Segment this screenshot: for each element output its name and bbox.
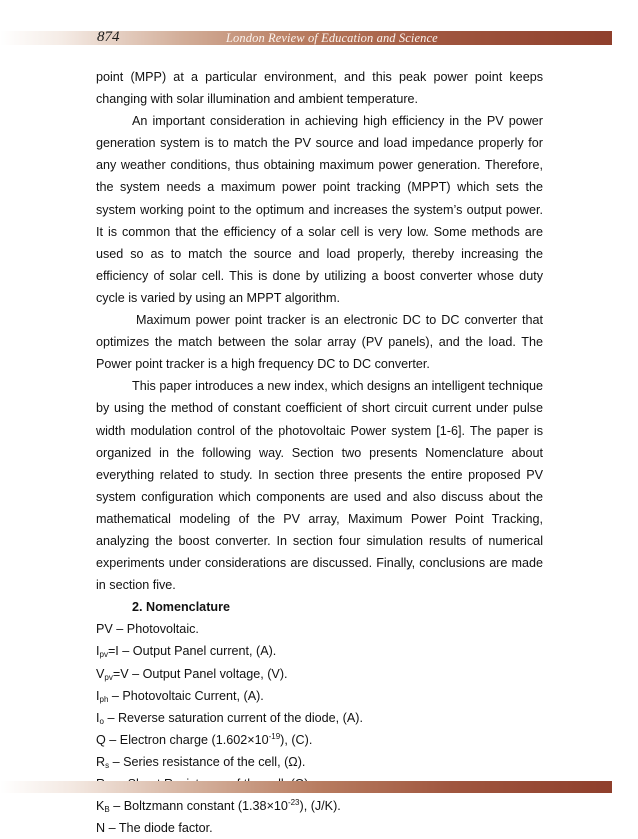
symbol: V — [96, 666, 105, 681]
nomenclature-item-vpv — [96, 663, 543, 685]
superscript: -19 — [268, 731, 281, 741]
paragraph-4: This paper introduces a new index, which designs an intelligent technique by using the method of constant coefficient of short circuit current under pulse width modulation control of the photovoltaic Power system [1-6]. The paper is organized in the following way. Section two presents Nomenclature about everything related to study. In section three presents the entire proposed PV system configuration which components are used and also discuss about the mathematical modeling of the PV array, Maximum Power Point Tracking, analyzing the boost converter. In section four simulation results of numerical experiments under considerations are discussed. Finally, conclusions are made in section five. — [96, 379, 543, 593]
nomenclature-text: =I – Output Panel current, (A). — [107, 644, 277, 659]
nomenclature-text: – Series resistance of the cell, (Ω). — [109, 754, 306, 769]
paragraph-1: point (MPP) at a particular environment, and this peak power point keeps changing with solar illumination and ambient temperature. — [96, 70, 543, 107]
subscript: ph — [99, 694, 109, 704]
nomenclature-list — [96, 618, 543, 839]
nomenclature-text: – Photovoltaic Current, (A). — [108, 688, 264, 703]
nomenclature-text: =V – Output Panel voltage, (V). — [112, 666, 288, 681]
subscript: o — [99, 716, 104, 726]
nomenclature-item-iph — [96, 685, 543, 707]
nomenclature-text-tail: ), (J/K). — [299, 799, 341, 814]
nomenclature-item-rs — [96, 751, 543, 773]
nomenclature-item-q — [96, 729, 543, 751]
section-heading: 2. Nomenclature — [132, 600, 230, 615]
nomenclature-item-io — [96, 707, 543, 729]
footer-bar — [0, 781, 612, 793]
subscript: pv — [104, 672, 113, 682]
page-content — [96, 66, 543, 839]
paragraph-2: An important consideration in achieving high efficiency in the PV power generation system is to match the PV source and load impedance properly for any weather conditions, thus obtaining maximum power generation. Therefore, the system needs a maximum power point tracking (MPPT) which sets the system working point to the optimum and increases the system’s output power. It is common that the efficiency of a solar cell is very low. Some methods are used so as to match the source and load properly, thereby increasing the efficiency of solar cell. This is done by utilizing a boost converter whose duty cycle is varied by using an MPPT algorithm. — [96, 114, 543, 305]
symbol: I — [96, 710, 100, 725]
paragraph-3: Maximum power point tracker is an electronic DC to DC converter that optimizes the match between the solar array (PV panels), and the load. The Power point tracker is a high frequency DC to DC converter. — [96, 313, 543, 372]
nomenclature-item-kb — [96, 795, 543, 817]
nomenclature-item-pv — [96, 618, 543, 640]
nomenclature-item-ipv — [96, 640, 543, 662]
nomenclature-text: – Boltzmann constant (1.38×10 — [109, 799, 288, 814]
superscript: -23 — [287, 798, 300, 808]
subscript: pv — [99, 650, 108, 660]
journal-title: London Review of Education and Science — [226, 31, 438, 45]
symbol: R — [96, 754, 106, 769]
nomenclature-item-n — [96, 817, 543, 839]
nomenclature-text: PV – Photovoltaic. — [96, 622, 199, 637]
symbol: K — [96, 799, 105, 814]
symbol: I — [96, 644, 100, 659]
subscript: s — [105, 760, 110, 770]
symbol: I — [96, 688, 100, 703]
nomenclature-text: Q – Electron charge (1.602×10 — [96, 732, 269, 747]
nomenclature-text: N – The diode factor. — [96, 821, 213, 836]
page-number: 874 — [97, 29, 120, 45]
subscript: B — [104, 805, 110, 815]
nomenclature-text-tail: ), (C). — [280, 732, 313, 747]
nomenclature-text: – Reverse saturation current of the diode, (A). — [103, 710, 363, 725]
